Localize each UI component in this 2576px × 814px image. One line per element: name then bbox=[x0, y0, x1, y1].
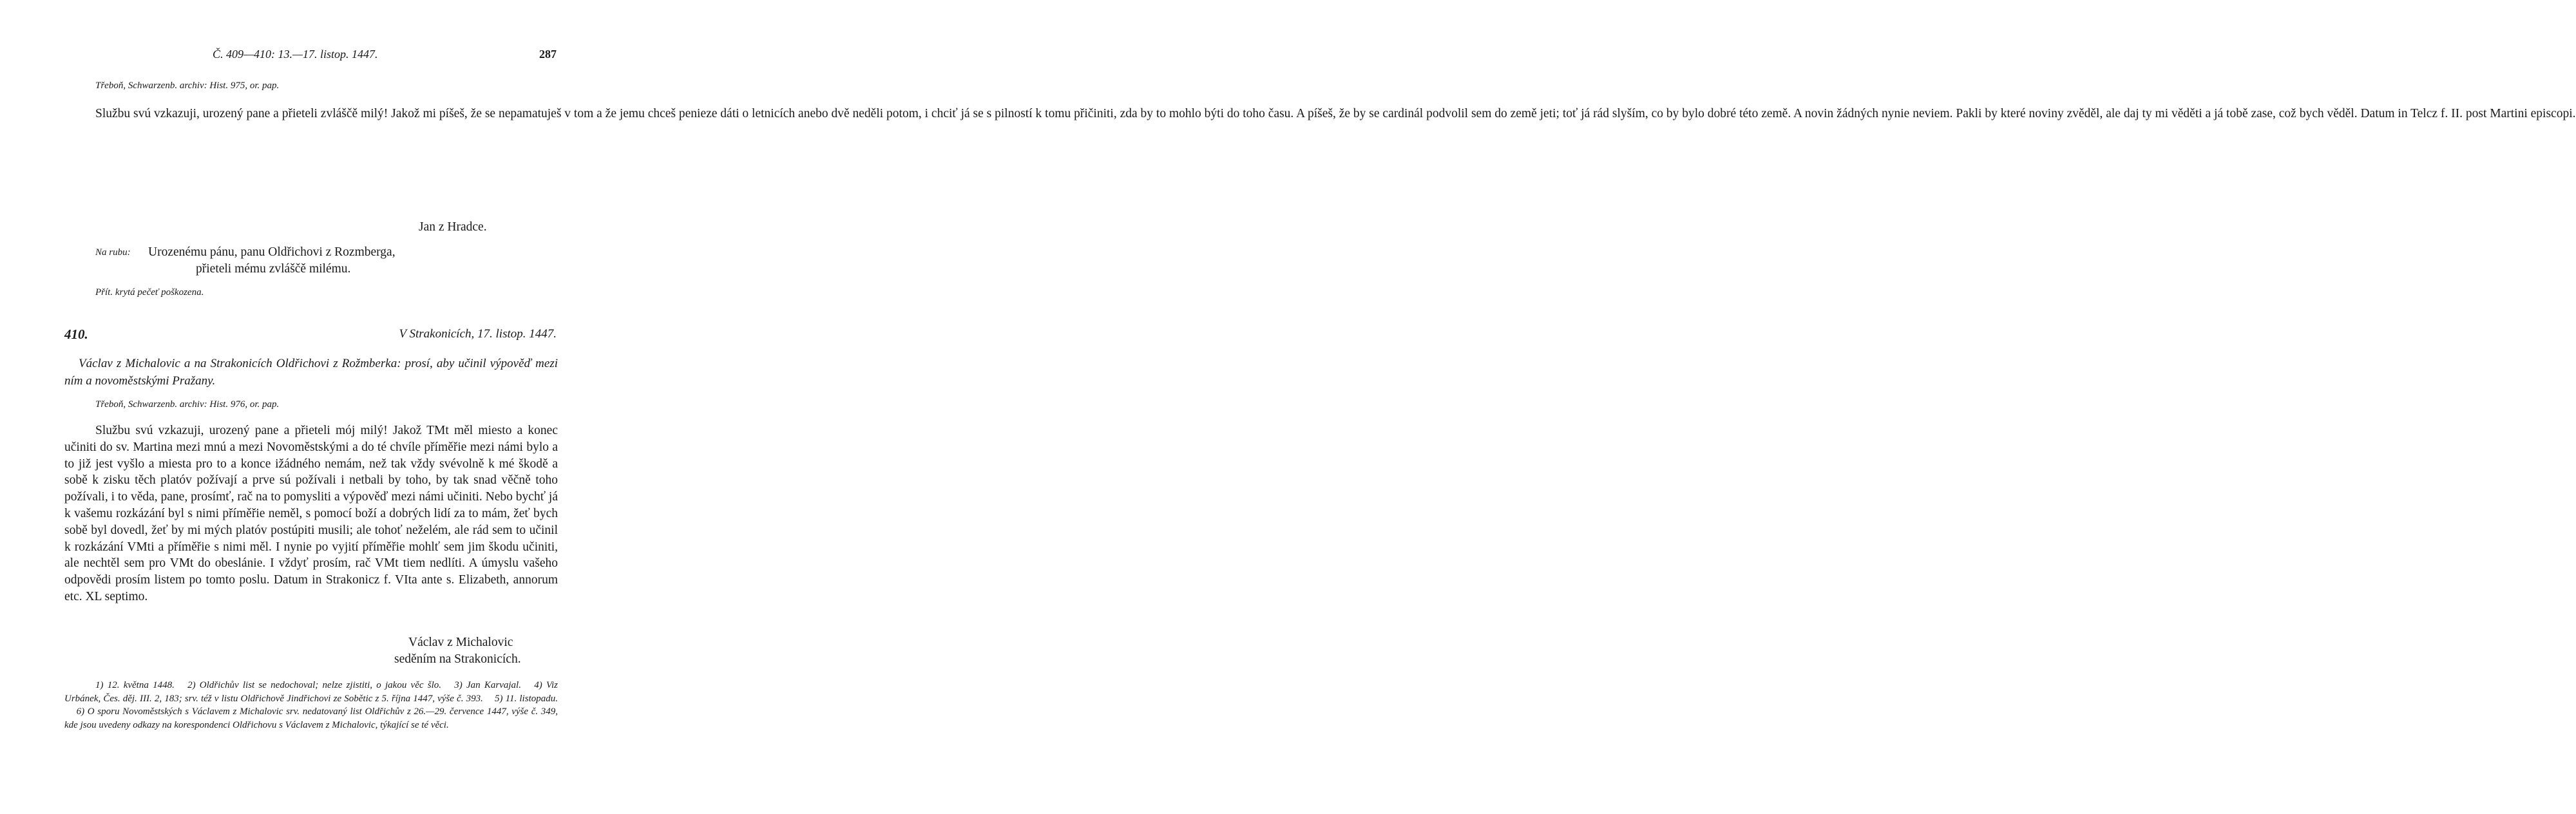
seal-note: Přít. krytá pečeť poškozena. bbox=[95, 287, 204, 298]
footnote-5: 5) 11. listopadu. bbox=[494, 693, 558, 704]
archival-source-410: Třeboň, Schwarzenb. archiv: Hist. 976, or. pap. bbox=[95, 399, 280, 410]
footnotes bbox=[64, 679, 558, 732]
address-line-2: přieteli mému zvláščě milému. bbox=[196, 262, 351, 276]
regest-410: Václav z Michalovic a na Strakonicích Oldřichovi z Rožmberka: prosí, aby učinil výpověď mezi ním a novoměstskými Pražany. bbox=[64, 357, 558, 388]
footnote-1: 1) 12. května 1448. bbox=[95, 680, 175, 690]
archival-source-409: Třeboň, Schwarzenb. archiv: Hist. 975, or. pap. bbox=[95, 80, 280, 91]
letter-text-409: Službu svú vzkazuji, urozený pane a přieteli zvláščě milý! Jakož mi píšeš, že se nepamatuješ v tom a že jemu chceš penieze dáti o letnicích anebo dvě neděli potom, i chciť já se s pilností k tomu přičiniti, zda by to mohlo býti do toho času. A píšeš, že by se cardinál podvolil sem do země jeti; toť já rád slyším, co by bylo dobré této země. A novin žádných nynie neviem. Pakli by které noviny zvěděl, ale daj ty mi věděti a já tobě zase, což bych věděl. Datum in Telcz f. II. post Martini episcopi. bbox=[95, 107, 2576, 120]
page-number: 287 bbox=[539, 48, 557, 61]
letter-text-410: Službu svú vzkazuji, urozený pane a přieteli mój milý! Jakož TMt měl miesto a konec učiniti do sv. Martina mezi mnú a mezi Novoměstskými a do té chvíle příměřie mezi námi bylo a to již jest vyšlo a miesta pro to a konce ižádného nemám, než tak vždy svévolně k mé škodě a sobě k zisku těch platóv požívají a prve sú požívali i netbali by toho, by tak snad věčně toho požívali, i to věda, pane, prosímť, rač na to pomysliti a výpověď mezi námi učiniti. Nebo bychť já k vašemu rozkázání byl s nimi příměřie neměl, s pomocí boží a dobrých lidí za to mám, žeť bych sobě byl dovedl, žeť by mi mých platóv postúpiti musili; ale tohoť neželém, ale rád sem to učinil k rozkázání VMti a příměřie s nimi měl. I nynie po vyjití příměřie mohlť sem jim škodu učiniti, ale nechtěl sem pro VMt do obeslánie. I vždyť prosím, rač VMt tiem nedlíti. A úmyslu vašeho odpovědi prosím listem po tomto poslu. Datum in Strakonicz f. VIta ante s. Elizabeth, annorum etc. XL septimo. bbox=[64, 424, 558, 603]
footnote-3: 3) Jan Karvajal. bbox=[454, 680, 521, 690]
letter-body-410 bbox=[64, 422, 558, 605]
footnote-2: 2) Oldřichův list se nedochoval; nelze zjistiti, o jakou věc šlo. bbox=[187, 680, 442, 690]
signature-410-line-1: Václav z Michalovic bbox=[408, 636, 513, 649]
footnote-4: 4) Viz Urbánek, Čes. děj. III. 2, 183; srv. též v listu Oldřichově Jindřichovi ze Sobětic z 5. října 1447, výše č. 393. bbox=[64, 680, 558, 704]
document-number-410: 410. bbox=[64, 327, 88, 342]
signature-409: Jan z Hradce. bbox=[419, 220, 487, 234]
footnote-6: 6) O sporu Novoměstských s Václavem z Michalovic srv. nedatovaný list Oldřichův z 26.—29. července 1447, výše č. 349, kde jsou uvedeny odkazy na korespondenci Oldřichovu s Václavem z Michalovic, týkající se té věci. bbox=[64, 706, 558, 730]
address-line-1: Urozenému pánu, panu Oldřichovi z Rozmberga, bbox=[148, 245, 396, 259]
signature-410-line-2: seděním na Strakonicích. bbox=[394, 652, 521, 666]
letter-body-409 bbox=[64, 106, 2576, 122]
dateline-410: V Strakonicích, 17. listop. 1447. bbox=[399, 327, 557, 341]
address-label: Na rubu: bbox=[95, 247, 131, 258]
running-title: Č. 409—410: 13.—17. listop. 1447. bbox=[213, 48, 378, 61]
